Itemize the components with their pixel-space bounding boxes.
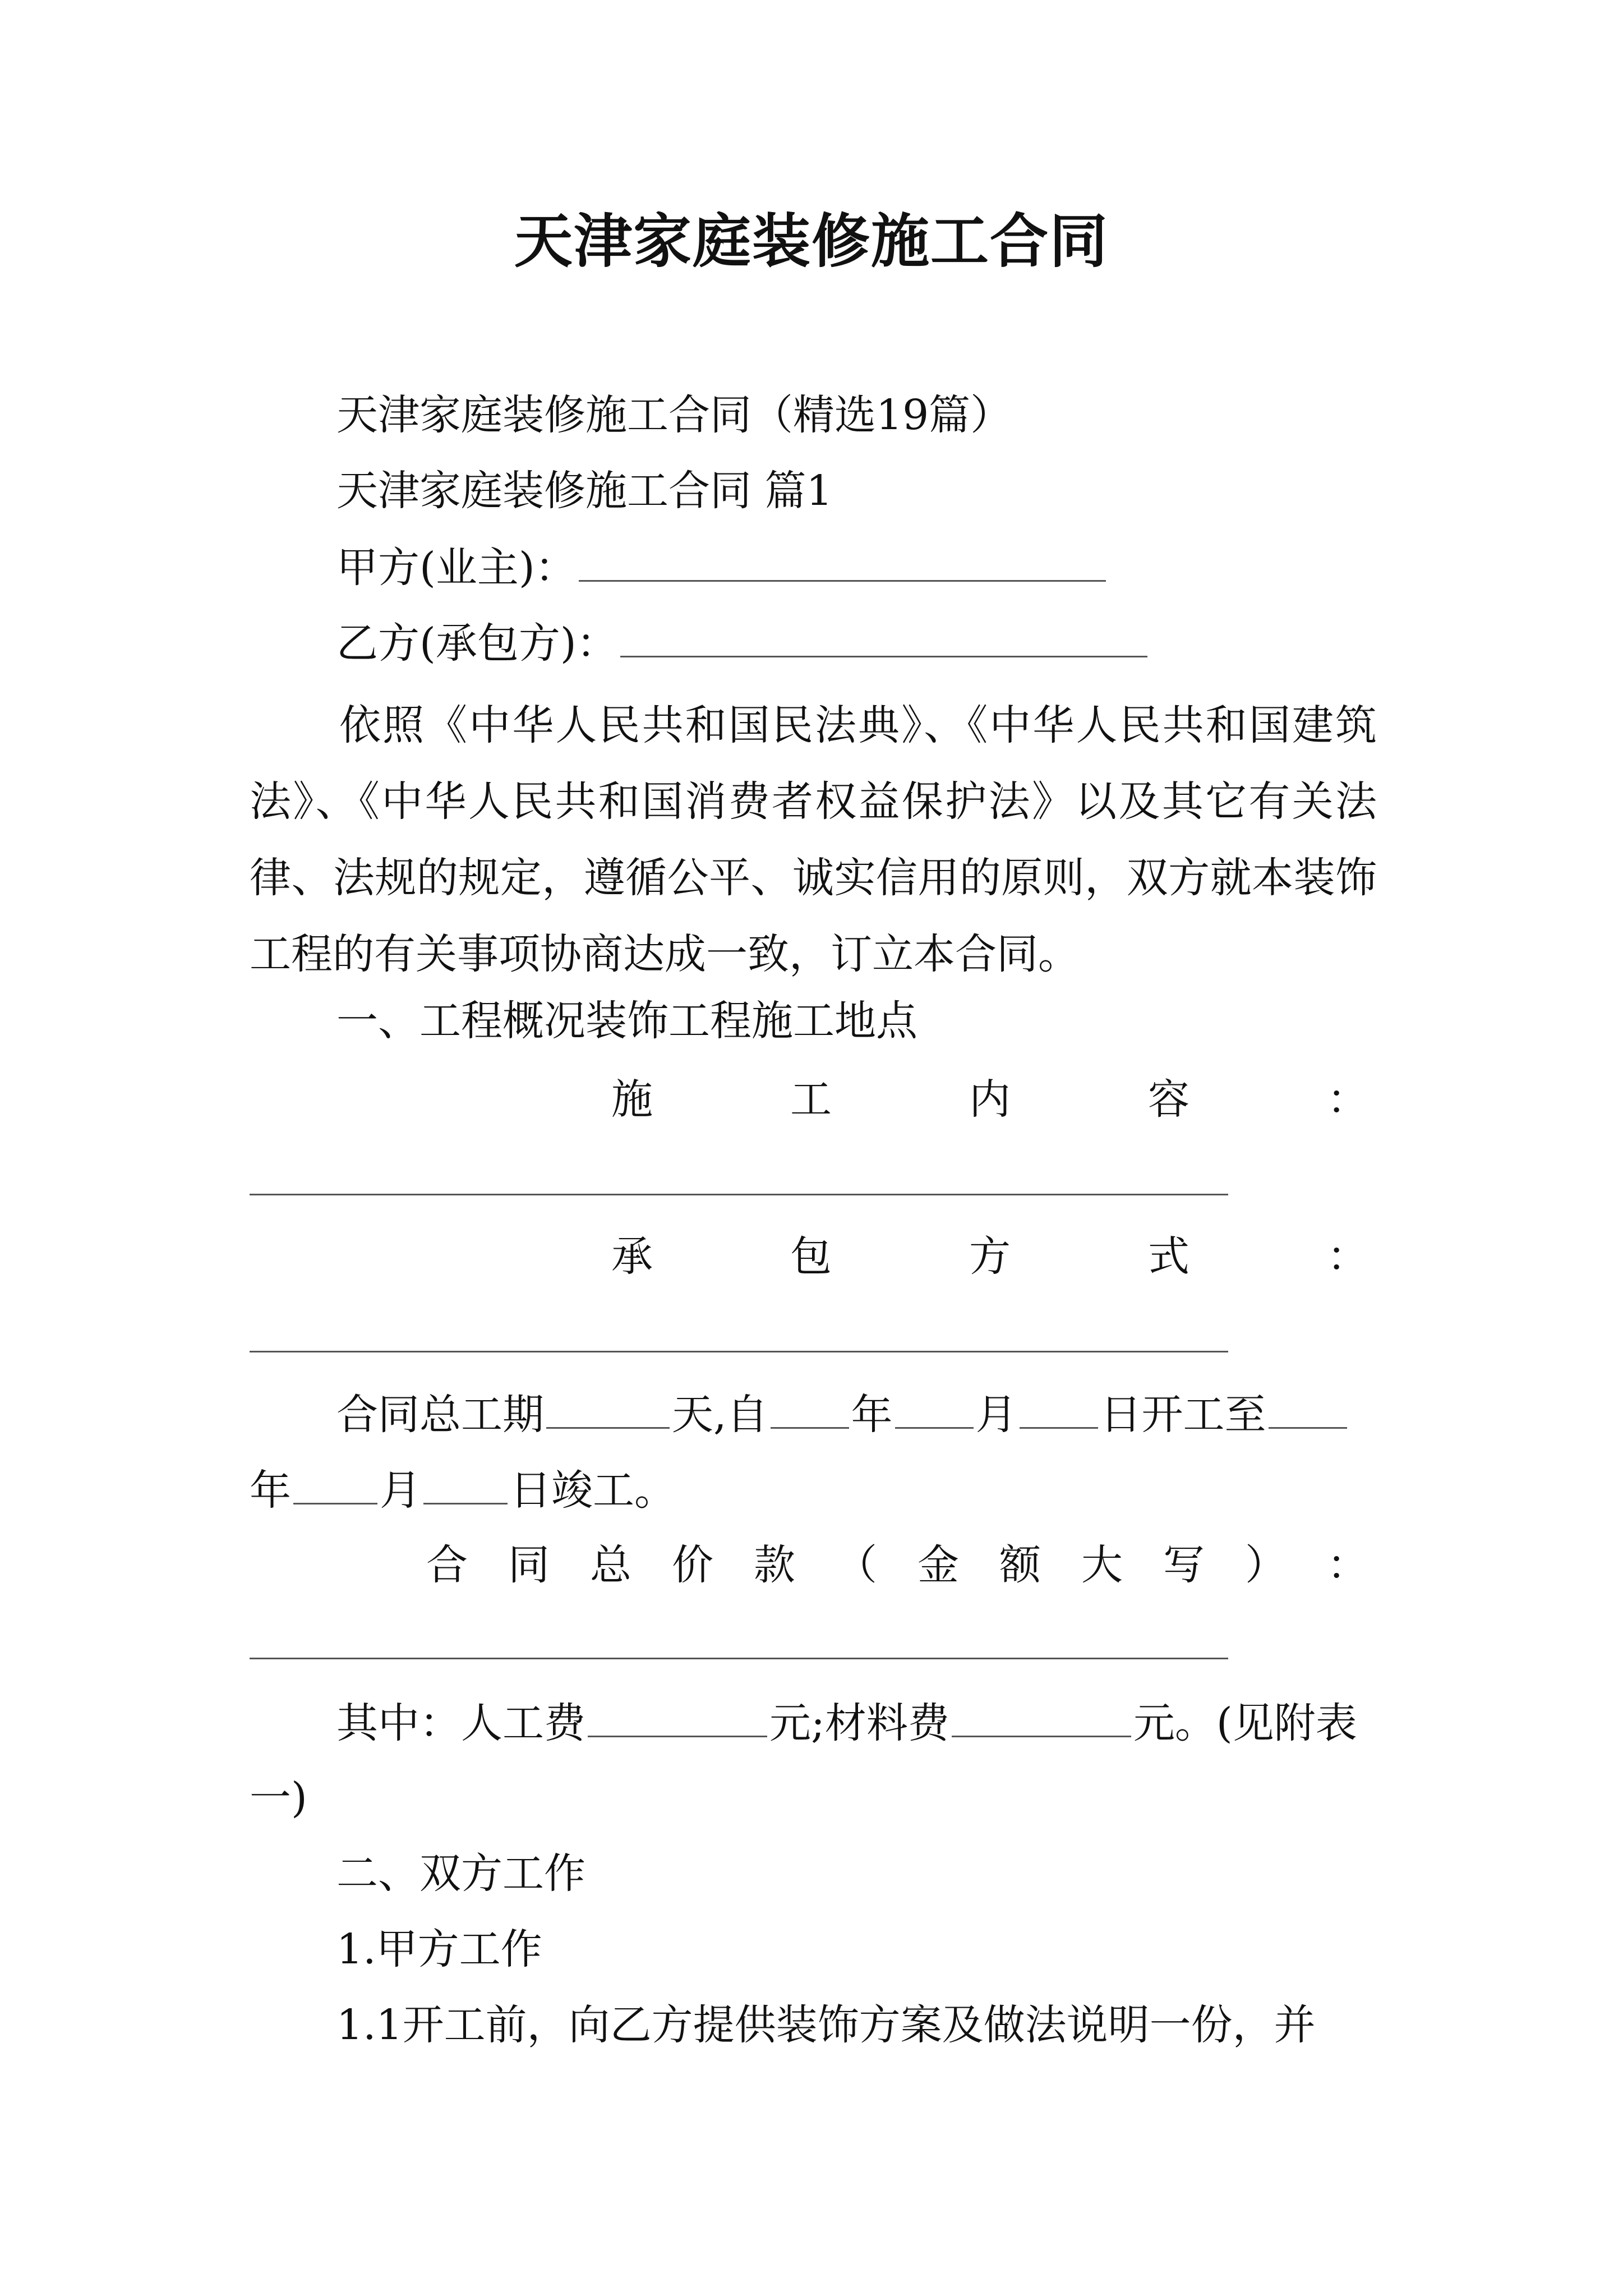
end-day-blank	[423, 1461, 508, 1504]
period-text: 月	[380, 1466, 421, 1515]
cost-text: 元;材料费	[769, 1699, 949, 1747]
cost-line-2: 一)	[250, 1774, 307, 1822]
period-text: 年	[851, 1391, 893, 1439]
cost-text: 元。(见附表	[1133, 1699, 1357, 1747]
cost-line-1	[336, 1694, 1464, 1751]
section-2-heading: 二、双方工作	[336, 1849, 585, 1898]
section-1-heading: 一、工程概况装饰工程施工地点	[336, 997, 917, 1045]
material-cost-blank	[952, 1694, 1131, 1737]
price-char: 合	[426, 1541, 468, 1589]
construction-content-label	[611, 1071, 1368, 1128]
article-heading: 天津家庭装修施工合同 篇1	[336, 467, 833, 515]
party-b-label: 乙方(承包方)：	[336, 619, 618, 668]
content-char: 施	[611, 1075, 653, 1124]
price-char: ：	[1327, 1541, 1368, 1589]
content-char: ：	[1327, 1075, 1368, 1124]
price-char: （	[836, 1541, 877, 1589]
party-b-blank	[620, 614, 1147, 657]
price-char: 金	[917, 1541, 959, 1589]
document-title: 天津家庭装修施工合同	[514, 206, 1109, 275]
period-line-1	[336, 1386, 1464, 1443]
price-char: 大	[1081, 1541, 1123, 1589]
clause-1-1: 1.1开工前，向乙方提供装饰方案及做法说明一份，并	[336, 2001, 1316, 2049]
total-price-blank	[250, 1658, 1228, 1659]
labor-cost-blank	[588, 1694, 767, 1737]
end-month-blank	[293, 1461, 377, 1504]
period-text: 月	[975, 1391, 1017, 1439]
party-a-line	[336, 539, 1464, 596]
method-char: 承	[611, 1232, 653, 1281]
cost-text: 其中：人工费	[336, 1699, 585, 1747]
subsection-1-heading: 1.甲方工作	[336, 1925, 542, 1973]
construction-content-blank	[250, 1194, 1228, 1195]
content-char: 内	[969, 1075, 1011, 1124]
party-a-label: 甲方(业主)：	[336, 544, 577, 592]
method-char: 方	[969, 1232, 1011, 1281]
start-year-blank	[771, 1386, 849, 1429]
end-year-blank	[1269, 1386, 1347, 1429]
period-text: 天,自	[672, 1391, 768, 1439]
contract-method-label	[611, 1228, 1368, 1285]
price-char: 总	[590, 1541, 631, 1589]
price-char: 价	[672, 1541, 713, 1589]
price-char: ）	[1245, 1541, 1287, 1589]
period-text: 日开工至	[1100, 1391, 1266, 1439]
method-char: 包	[790, 1232, 832, 1281]
preamble-paragraph: 依照《中华人民共和国民法典》、《中华人民共和国建筑法》、《中华人民共和国消费者权益保护法》以及其它有关法律、法规的规定，遵循公平、诚实信用的原则，双方就本装饰工程的有关事项协商达成一致，订立本合同。	[250, 701, 1377, 978]
content-char: 容	[1148, 1075, 1189, 1124]
start-month-blank	[895, 1386, 974, 1429]
party-b-line	[336, 614, 1464, 671]
period-text: 年	[250, 1466, 291, 1515]
start-day-blank	[1020, 1386, 1098, 1429]
price-char: 额	[999, 1541, 1041, 1589]
subtitle-line: 天津家庭装修施工合同（精选19篇）	[336, 391, 1012, 439]
period-line-2	[250, 1461, 1377, 1519]
period-text: 日竣工。	[510, 1466, 676, 1515]
price-char: 写	[1163, 1541, 1205, 1589]
period-text: 合同总工期	[336, 1391, 544, 1439]
content-char: 工	[790, 1075, 832, 1124]
days-blank	[546, 1386, 670, 1429]
method-char: 式	[1148, 1232, 1189, 1281]
price-char: 款	[754, 1541, 795, 1589]
total-price-label	[426, 1537, 1368, 1593]
contract-method-blank	[250, 1351, 1228, 1352]
price-char: 同	[508, 1541, 550, 1589]
method-char: ：	[1327, 1232, 1368, 1281]
party-a-blank	[579, 539, 1106, 582]
